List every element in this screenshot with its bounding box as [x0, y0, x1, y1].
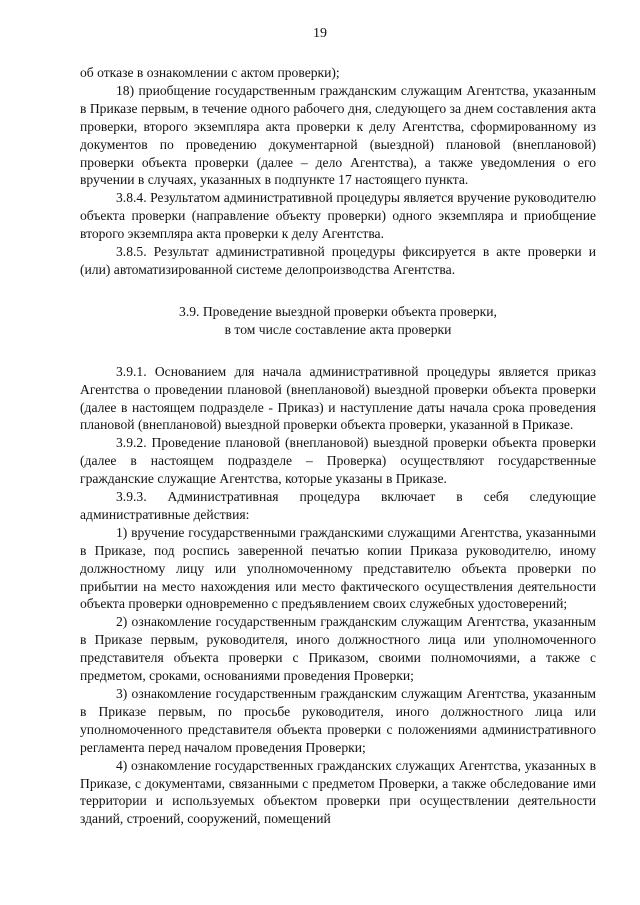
- page-number: 19: [313, 26, 327, 41]
- paragraph: 18) приобщение государственным гражданским служащим Агентства, указанным в Приказе первым, в течение одного рабочего дня, следующего за днем составления акта проверки, второго экземпляра акта проверки к делу Агентства, сформированному из документов по проведению документарной (выездной) плановой (внеплановой) проверки объекта проверки (далее – дело Агентства), а также уведомления о его вручении в случаях, указанных в подпункте 17 настоящего пункта.: [80, 82, 596, 188]
- list-item: 2) ознакомление государственным гражданским служащим Агентства, указанным в Приказе первым, руководителя, иного должностного лица или уполномоченного представителя объекта проверки с Приказом, своими полномочиями, а также с предметом, сроками, основаниями проведения Проверки;: [80, 614, 596, 684]
- paragraph: об отказе в ознакомлении с актом проверки);: [80, 65, 340, 80]
- section-heading-line2: в том числе составление акта проверки: [224, 321, 452, 337]
- paragraph: 3.9.3. Административная процедура включает в себя следующие административные действия:: [80, 489, 596, 522]
- document-body: [80, 64, 596, 828]
- section-heading: [80, 303, 596, 339]
- section-heading-line1: 3.9. Проведение выездной проверки объекта проверки,: [179, 303, 497, 319]
- list-item: 4) ознакомление государственных гражданских служащих Агентства, указанных в Приказе, с документами, связанными с предметом Проверки, а также обследование ими территории и используемых объектом проверки при осуществлении деятельности зданий, строений, сооружений, помещений: [80, 757, 596, 827]
- list-item: 1) вручение государственными гражданскими служащими Агентства, указанными в Приказе, под роспись заверенной печатью копии Приказа руководителю, иному должностному лицу или уполномоченному представителю объекта проверки по прибытии на место нахождения или место фактического осуществления деятельности объекта проверки одновременно с предъявлением своих служебных удостоверений;: [80, 524, 596, 612]
- list-item: 3) ознакомление государственным гражданским служащим Агентства, указанным в Приказе первым, по просьбе руководителя, иного должностного лица или уполномоченного представителя объекта проверки с положениями административного регламента перед началом проведения Проверки;: [80, 686, 596, 755]
- paragraph: 3.8.4. Результатом административной процедуры является вручение руководителю объекта проверки (направление объекту проверки) одного экземпляра и приобщение второго экземпляра акта проверки к делу Агентства.: [80, 190, 596, 242]
- paragraph: 3.8.5. Результат административной процедуры фиксируется в акте проверки и (или) автоматизированной системе делопроизводства Агентства.: [80, 244, 596, 277]
- paragraph: 3.9.1. Основанием для начала административной процедуры является приказ Агентства о проведении плановой (внеплановой) выездной проверки объекта проверки (далее в настоящем подразделе - Приказ) и наступление даты начала срока проведения плановой (внеплановой) выездной проверки объекта проверки, указанной в Приказе.: [80, 363, 596, 433]
- paragraph: 3.9.2. Проведение плановой (внеплановой) выездной проверки объекта проверки (далее в настоящем подразделе – Проверка) осуществляют государственные гражданские служащие Агентства, которые указаны в Приказе.: [80, 435, 596, 487]
